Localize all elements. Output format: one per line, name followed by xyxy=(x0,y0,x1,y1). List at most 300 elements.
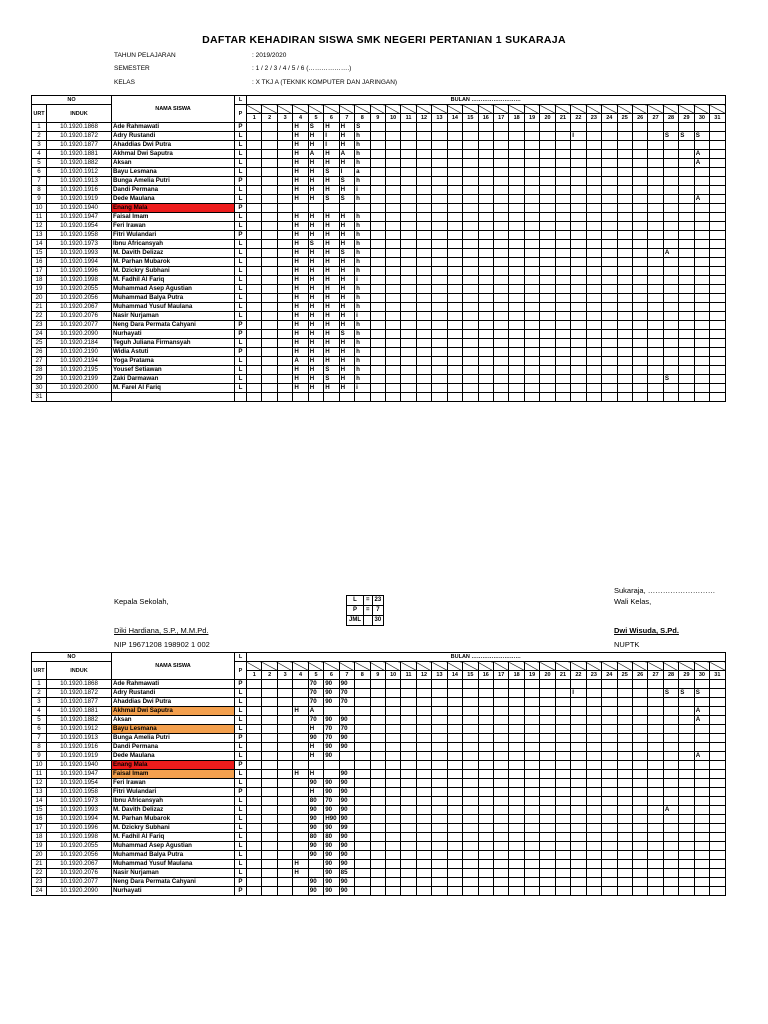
attendance-cell[interactable] xyxy=(648,716,663,725)
attendance-cell[interactable] xyxy=(416,150,431,159)
attendance-cell[interactable] xyxy=(663,195,678,204)
attendance-cell[interactable]: 80 xyxy=(308,833,323,842)
attendance-cell[interactable] xyxy=(416,321,431,330)
attendance-cell[interactable] xyxy=(447,348,462,357)
attendance-cell[interactable] xyxy=(478,384,493,393)
attendance-cell[interactable]: h xyxy=(355,321,370,330)
attendance-cell[interactable] xyxy=(648,393,663,402)
attendance-cell[interactable] xyxy=(416,384,431,393)
attendance-cell[interactable] xyxy=(602,788,617,797)
attendance-cell[interactable] xyxy=(432,249,447,258)
attendance-cell[interactable] xyxy=(694,204,709,213)
attendance-cell[interactable] xyxy=(293,725,308,734)
attendance-cell[interactable] xyxy=(385,770,400,779)
attendance-cell[interactable]: 70 xyxy=(308,680,323,689)
attendance-cell[interactable]: h xyxy=(355,240,370,249)
attendance-cell[interactable] xyxy=(416,258,431,267)
attendance-cell[interactable] xyxy=(710,159,725,168)
attendance-cell[interactable] xyxy=(571,878,586,887)
attendance-cell[interactable] xyxy=(494,788,509,797)
attendance-cell[interactable]: A xyxy=(308,150,323,159)
attendance-cell[interactable] xyxy=(632,743,647,752)
attendance-cell[interactable] xyxy=(571,222,586,231)
attendance-cell[interactable] xyxy=(432,725,447,734)
attendance-cell[interactable]: 90 xyxy=(324,824,339,833)
attendance-cell[interactable] xyxy=(494,689,509,698)
attendance-cell[interactable] xyxy=(586,321,601,330)
attendance-cell[interactable] xyxy=(586,707,601,716)
attendance-cell[interactable] xyxy=(663,231,678,240)
attendance-cell[interactable]: 90 xyxy=(324,878,339,887)
attendance-cell[interactable]: 90 xyxy=(339,797,354,806)
attendance-cell[interactable] xyxy=(571,213,586,222)
attendance-cell[interactable] xyxy=(370,770,385,779)
attendance-cell[interactable] xyxy=(447,878,462,887)
attendance-cell[interactable] xyxy=(401,366,416,375)
attendance-cell[interactable] xyxy=(370,258,385,267)
attendance-cell[interactable] xyxy=(339,707,354,716)
attendance-cell[interactable]: h xyxy=(355,267,370,276)
attendance-cell[interactable] xyxy=(447,770,462,779)
attendance-cell[interactable] xyxy=(463,725,478,734)
attendance-cell[interactable] xyxy=(401,375,416,384)
attendance-cell[interactable] xyxy=(586,716,601,725)
attendance-cell[interactable] xyxy=(524,851,539,860)
attendance-cell[interactable] xyxy=(617,788,632,797)
attendance-cell[interactable] xyxy=(262,698,277,707)
attendance-cell[interactable]: H xyxy=(293,366,308,375)
attendance-cell[interactable] xyxy=(277,833,292,842)
attendance-cell[interactable] xyxy=(463,294,478,303)
attendance-cell[interactable] xyxy=(648,348,663,357)
attendance-cell[interactable] xyxy=(324,393,339,402)
attendance-cell[interactable] xyxy=(555,743,570,752)
attendance-cell[interactable] xyxy=(602,312,617,321)
attendance-cell[interactable] xyxy=(447,294,462,303)
attendance-cell[interactable] xyxy=(478,725,493,734)
attendance-cell[interactable] xyxy=(663,186,678,195)
attendance-cell[interactable] xyxy=(370,168,385,177)
attendance-cell[interactable]: 90 xyxy=(339,788,354,797)
attendance-cell[interactable] xyxy=(710,213,725,222)
attendance-cell[interactable] xyxy=(571,159,586,168)
attendance-cell[interactable]: H xyxy=(339,159,354,168)
attendance-cell[interactable] xyxy=(385,375,400,384)
attendance-cell[interactable] xyxy=(355,743,370,752)
attendance-cell[interactable] xyxy=(663,222,678,231)
attendance-cell[interactable] xyxy=(247,680,262,689)
attendance-cell[interactable] xyxy=(617,204,632,213)
attendance-cell[interactable] xyxy=(432,276,447,285)
attendance-cell[interactable] xyxy=(478,204,493,213)
attendance-cell[interactable] xyxy=(447,321,462,330)
attendance-cell[interactable] xyxy=(679,276,694,285)
attendance-cell[interactable] xyxy=(463,833,478,842)
attendance-cell[interactable] xyxy=(555,887,570,896)
attendance-cell[interactable]: H xyxy=(324,348,339,357)
attendance-cell[interactable] xyxy=(401,186,416,195)
attendance-cell[interactable] xyxy=(478,752,493,761)
attendance-cell[interactable] xyxy=(571,330,586,339)
attendance-cell[interactable]: 80 xyxy=(324,833,339,842)
attendance-cell[interactable] xyxy=(602,869,617,878)
attendance-cell[interactable] xyxy=(277,321,292,330)
attendance-cell[interactable] xyxy=(324,204,339,213)
attendance-cell[interactable] xyxy=(401,132,416,141)
attendance-cell[interactable] xyxy=(355,788,370,797)
attendance-cell[interactable] xyxy=(277,743,292,752)
attendance-cell[interactable] xyxy=(277,779,292,788)
attendance-cell[interactable] xyxy=(447,303,462,312)
attendance-cell[interactable] xyxy=(463,698,478,707)
attendance-cell[interactable] xyxy=(262,716,277,725)
attendance-cell[interactable]: S xyxy=(339,330,354,339)
attendance-cell[interactable] xyxy=(694,186,709,195)
attendance-cell[interactable] xyxy=(277,258,292,267)
attendance-cell[interactable]: 90 xyxy=(339,734,354,743)
attendance-cell[interactable] xyxy=(463,779,478,788)
attendance-cell[interactable] xyxy=(416,366,431,375)
attendance-cell[interactable] xyxy=(632,222,647,231)
attendance-cell[interactable] xyxy=(494,303,509,312)
attendance-cell[interactable] xyxy=(524,348,539,357)
attendance-cell[interactable] xyxy=(540,150,555,159)
attendance-cell[interactable] xyxy=(416,285,431,294)
attendance-cell[interactable]: h xyxy=(355,132,370,141)
attendance-cell[interactable] xyxy=(463,213,478,222)
attendance-cell[interactable] xyxy=(447,707,462,716)
attendance-cell[interactable] xyxy=(679,716,694,725)
attendance-cell[interactable] xyxy=(586,761,601,770)
attendance-cell[interactable] xyxy=(447,833,462,842)
attendance-cell[interactable] xyxy=(632,132,647,141)
attendance-cell[interactable] xyxy=(355,725,370,734)
attendance-cell[interactable] xyxy=(602,887,617,896)
attendance-cell[interactable] xyxy=(247,276,262,285)
attendance-cell[interactable] xyxy=(494,132,509,141)
attendance-cell[interactable] xyxy=(478,357,493,366)
attendance-cell[interactable]: A xyxy=(663,249,678,258)
attendance-cell[interactable] xyxy=(524,761,539,770)
attendance-cell[interactable]: H xyxy=(339,132,354,141)
attendance-cell[interactable] xyxy=(648,833,663,842)
attendance-cell[interactable]: H xyxy=(324,213,339,222)
attendance-cell[interactable] xyxy=(494,357,509,366)
attendance-cell[interactable] xyxy=(679,797,694,806)
attendance-cell[interactable] xyxy=(663,159,678,168)
attendance-cell[interactable] xyxy=(571,797,586,806)
attendance-cell[interactable] xyxy=(617,680,632,689)
attendance-cell[interactable]: H xyxy=(308,366,323,375)
attendance-cell[interactable] xyxy=(401,878,416,887)
attendance-cell[interactable] xyxy=(355,698,370,707)
attendance-cell[interactable]: A xyxy=(694,716,709,725)
attendance-cell[interactable] xyxy=(710,860,725,869)
attendance-cell[interactable] xyxy=(247,330,262,339)
attendance-cell[interactable] xyxy=(509,321,524,330)
attendance-cell[interactable] xyxy=(432,285,447,294)
attendance-cell[interactable] xyxy=(463,195,478,204)
attendance-cell[interactable] xyxy=(463,384,478,393)
attendance-cell[interactable] xyxy=(679,393,694,402)
attendance-cell[interactable] xyxy=(679,815,694,824)
attendance-cell[interactable] xyxy=(262,330,277,339)
attendance-cell[interactable] xyxy=(370,159,385,168)
attendance-cell[interactable] xyxy=(463,878,478,887)
attendance-cell[interactable] xyxy=(494,321,509,330)
attendance-cell[interactable]: H xyxy=(293,707,308,716)
attendance-cell[interactable]: 90 xyxy=(324,716,339,725)
attendance-cell[interactable] xyxy=(247,240,262,249)
attendance-cell[interactable] xyxy=(540,294,555,303)
attendance-cell[interactable] xyxy=(262,366,277,375)
attendance-cell[interactable] xyxy=(509,150,524,159)
attendance-cell[interactable] xyxy=(370,869,385,878)
attendance-cell[interactable] xyxy=(679,788,694,797)
attendance-cell[interactable] xyxy=(540,222,555,231)
attendance-cell[interactable] xyxy=(401,770,416,779)
attendance-cell[interactable] xyxy=(262,150,277,159)
attendance-cell[interactable] xyxy=(401,303,416,312)
attendance-cell[interactable] xyxy=(262,222,277,231)
attendance-cell[interactable] xyxy=(524,752,539,761)
attendance-cell[interactable] xyxy=(710,698,725,707)
attendance-cell[interactable] xyxy=(277,860,292,869)
attendance-cell[interactable] xyxy=(247,725,262,734)
attendance-cell[interactable] xyxy=(648,258,663,267)
attendance-cell[interactable] xyxy=(432,384,447,393)
attendance-cell[interactable] xyxy=(679,195,694,204)
attendance-cell[interactable] xyxy=(509,698,524,707)
attendance-cell[interactable] xyxy=(694,824,709,833)
attendance-cell[interactable] xyxy=(370,141,385,150)
attendance-cell[interactable] xyxy=(277,168,292,177)
attendance-cell[interactable] xyxy=(694,330,709,339)
attendance-cell[interactable] xyxy=(262,123,277,132)
attendance-cell[interactable] xyxy=(602,357,617,366)
attendance-cell[interactable] xyxy=(524,384,539,393)
attendance-cell[interactable] xyxy=(247,348,262,357)
attendance-cell[interactable] xyxy=(432,312,447,321)
attendance-cell[interactable] xyxy=(679,249,694,258)
attendance-cell[interactable] xyxy=(648,150,663,159)
attendance-cell[interactable] xyxy=(447,204,462,213)
attendance-cell[interactable] xyxy=(540,303,555,312)
attendance-cell[interactable] xyxy=(262,132,277,141)
attendance-cell[interactable] xyxy=(524,707,539,716)
attendance-cell[interactable] xyxy=(447,330,462,339)
attendance-cell[interactable] xyxy=(663,860,678,869)
attendance-cell[interactable]: H xyxy=(324,258,339,267)
attendance-cell[interactable]: 90 xyxy=(339,779,354,788)
attendance-cell[interactable] xyxy=(447,231,462,240)
attendance-cell[interactable] xyxy=(524,249,539,258)
attendance-cell[interactable] xyxy=(602,384,617,393)
attendance-cell[interactable] xyxy=(416,177,431,186)
attendance-cell[interactable] xyxy=(540,366,555,375)
attendance-cell[interactable] xyxy=(602,267,617,276)
attendance-cell[interactable] xyxy=(447,285,462,294)
attendance-cell[interactable] xyxy=(540,779,555,788)
attendance-cell[interactable] xyxy=(602,734,617,743)
attendance-cell[interactable] xyxy=(602,132,617,141)
attendance-cell[interactable] xyxy=(586,779,601,788)
attendance-cell[interactable] xyxy=(571,806,586,815)
attendance-cell[interactable]: 90 xyxy=(339,806,354,815)
attendance-cell[interactable] xyxy=(555,833,570,842)
attendance-cell[interactable] xyxy=(432,168,447,177)
attendance-cell[interactable] xyxy=(478,240,493,249)
attendance-cell[interactable] xyxy=(586,267,601,276)
attendance-cell[interactable] xyxy=(262,258,277,267)
attendance-cell[interactable] xyxy=(463,186,478,195)
attendance-cell[interactable] xyxy=(478,707,493,716)
attendance-cell[interactable] xyxy=(262,860,277,869)
attendance-cell[interactable] xyxy=(540,258,555,267)
attendance-cell[interactable] xyxy=(617,806,632,815)
attendance-cell[interactable] xyxy=(478,249,493,258)
attendance-cell[interactable] xyxy=(370,321,385,330)
attendance-cell[interactable] xyxy=(586,824,601,833)
attendance-cell[interactable] xyxy=(555,779,570,788)
attendance-cell[interactable] xyxy=(524,168,539,177)
attendance-cell[interactable] xyxy=(463,806,478,815)
attendance-cell[interactable] xyxy=(370,303,385,312)
attendance-cell[interactable] xyxy=(602,743,617,752)
attendance-cell[interactable]: I xyxy=(324,141,339,150)
attendance-cell[interactable]: H xyxy=(293,150,308,159)
attendance-cell[interactable] xyxy=(385,887,400,896)
attendance-cell[interactable]: H xyxy=(324,186,339,195)
attendance-cell[interactable] xyxy=(602,177,617,186)
attendance-cell[interactable] xyxy=(494,833,509,842)
attendance-cell[interactable] xyxy=(277,249,292,258)
attendance-cell[interactable] xyxy=(617,258,632,267)
attendance-cell[interactable] xyxy=(571,312,586,321)
attendance-cell[interactable] xyxy=(679,303,694,312)
attendance-cell[interactable] xyxy=(509,384,524,393)
attendance-cell[interactable]: H xyxy=(293,348,308,357)
attendance-cell[interactable] xyxy=(370,833,385,842)
attendance-cell[interactable] xyxy=(694,294,709,303)
attendance-cell[interactable]: H xyxy=(324,321,339,330)
attendance-cell[interactable] xyxy=(494,240,509,249)
attendance-cell[interactable] xyxy=(277,770,292,779)
attendance-cell[interactable] xyxy=(509,231,524,240)
attendance-cell[interactable] xyxy=(262,303,277,312)
attendance-cell[interactable] xyxy=(555,276,570,285)
attendance-cell[interactable]: H xyxy=(293,249,308,258)
attendance-cell[interactable] xyxy=(540,393,555,402)
attendance-cell[interactable] xyxy=(555,249,570,258)
attendance-cell[interactable] xyxy=(385,141,400,150)
attendance-cell[interactable] xyxy=(679,321,694,330)
attendance-cell[interactable] xyxy=(494,716,509,725)
attendance-cell[interactable] xyxy=(355,707,370,716)
attendance-cell[interactable] xyxy=(277,788,292,797)
attendance-cell[interactable]: S xyxy=(679,689,694,698)
attendance-cell[interactable] xyxy=(262,195,277,204)
attendance-cell[interactable] xyxy=(447,797,462,806)
attendance-cell[interactable] xyxy=(385,680,400,689)
attendance-cell[interactable] xyxy=(262,312,277,321)
attendance-cell[interactable] xyxy=(416,168,431,177)
attendance-cell[interactable] xyxy=(370,842,385,851)
attendance-cell[interactable] xyxy=(694,734,709,743)
attendance-cell[interactable] xyxy=(494,725,509,734)
attendance-cell[interactable] xyxy=(416,824,431,833)
attendance-cell[interactable] xyxy=(648,375,663,384)
attendance-cell[interactable] xyxy=(494,195,509,204)
attendance-cell[interactable] xyxy=(416,734,431,743)
attendance-cell[interactable] xyxy=(586,887,601,896)
attendance-cell[interactable] xyxy=(571,123,586,132)
attendance-cell[interactable] xyxy=(509,779,524,788)
attendance-cell[interactable] xyxy=(602,824,617,833)
attendance-cell[interactable] xyxy=(571,752,586,761)
attendance-cell[interactable] xyxy=(293,743,308,752)
attendance-cell[interactable]: 90 xyxy=(339,842,354,851)
attendance-cell[interactable] xyxy=(571,725,586,734)
attendance-cell[interactable] xyxy=(710,231,725,240)
attendance-cell[interactable] xyxy=(524,788,539,797)
attendance-cell[interactable]: H xyxy=(339,294,354,303)
attendance-cell[interactable] xyxy=(370,716,385,725)
attendance-cell[interactable] xyxy=(385,815,400,824)
attendance-cell[interactable] xyxy=(617,824,632,833)
attendance-cell[interactable]: H xyxy=(293,159,308,168)
attendance-cell[interactable] xyxy=(416,132,431,141)
attendance-cell[interactable] xyxy=(586,186,601,195)
attendance-cell[interactable] xyxy=(478,869,493,878)
attendance-cell[interactable] xyxy=(478,285,493,294)
attendance-cell[interactable] xyxy=(694,267,709,276)
attendance-cell[interactable]: H xyxy=(324,231,339,240)
attendance-cell[interactable] xyxy=(293,887,308,896)
attendance-cell[interactable] xyxy=(540,357,555,366)
attendance-cell[interactable] xyxy=(632,357,647,366)
attendance-cell[interactable] xyxy=(663,842,678,851)
attendance-cell[interactable] xyxy=(509,716,524,725)
attendance-cell[interactable] xyxy=(370,123,385,132)
attendance-cell[interactable] xyxy=(555,761,570,770)
attendance-cell[interactable] xyxy=(262,725,277,734)
attendance-cell[interactable] xyxy=(247,258,262,267)
attendance-cell[interactable] xyxy=(679,770,694,779)
attendance-cell[interactable] xyxy=(494,815,509,824)
attendance-cell[interactable] xyxy=(679,222,694,231)
attendance-cell[interactable] xyxy=(586,294,601,303)
attendance-cell[interactable] xyxy=(370,689,385,698)
attendance-cell[interactable]: H xyxy=(308,303,323,312)
attendance-cell[interactable] xyxy=(247,375,262,384)
attendance-cell[interactable] xyxy=(494,842,509,851)
attendance-cell[interactable]: 90 xyxy=(324,689,339,698)
attendance-cell[interactable] xyxy=(416,240,431,249)
attendance-cell[interactable]: H xyxy=(308,132,323,141)
attendance-cell[interactable] xyxy=(617,725,632,734)
attendance-cell[interactable] xyxy=(247,806,262,815)
attendance-cell[interactable] xyxy=(293,716,308,725)
attendance-cell[interactable]: 90 xyxy=(324,806,339,815)
attendance-cell[interactable] xyxy=(385,833,400,842)
attendance-cell[interactable] xyxy=(632,734,647,743)
attendance-cell[interactable]: 90 xyxy=(339,815,354,824)
attendance-cell[interactable] xyxy=(710,123,725,132)
attendance-cell[interactable] xyxy=(385,150,400,159)
attendance-cell[interactable] xyxy=(571,285,586,294)
attendance-cell[interactable] xyxy=(416,393,431,402)
